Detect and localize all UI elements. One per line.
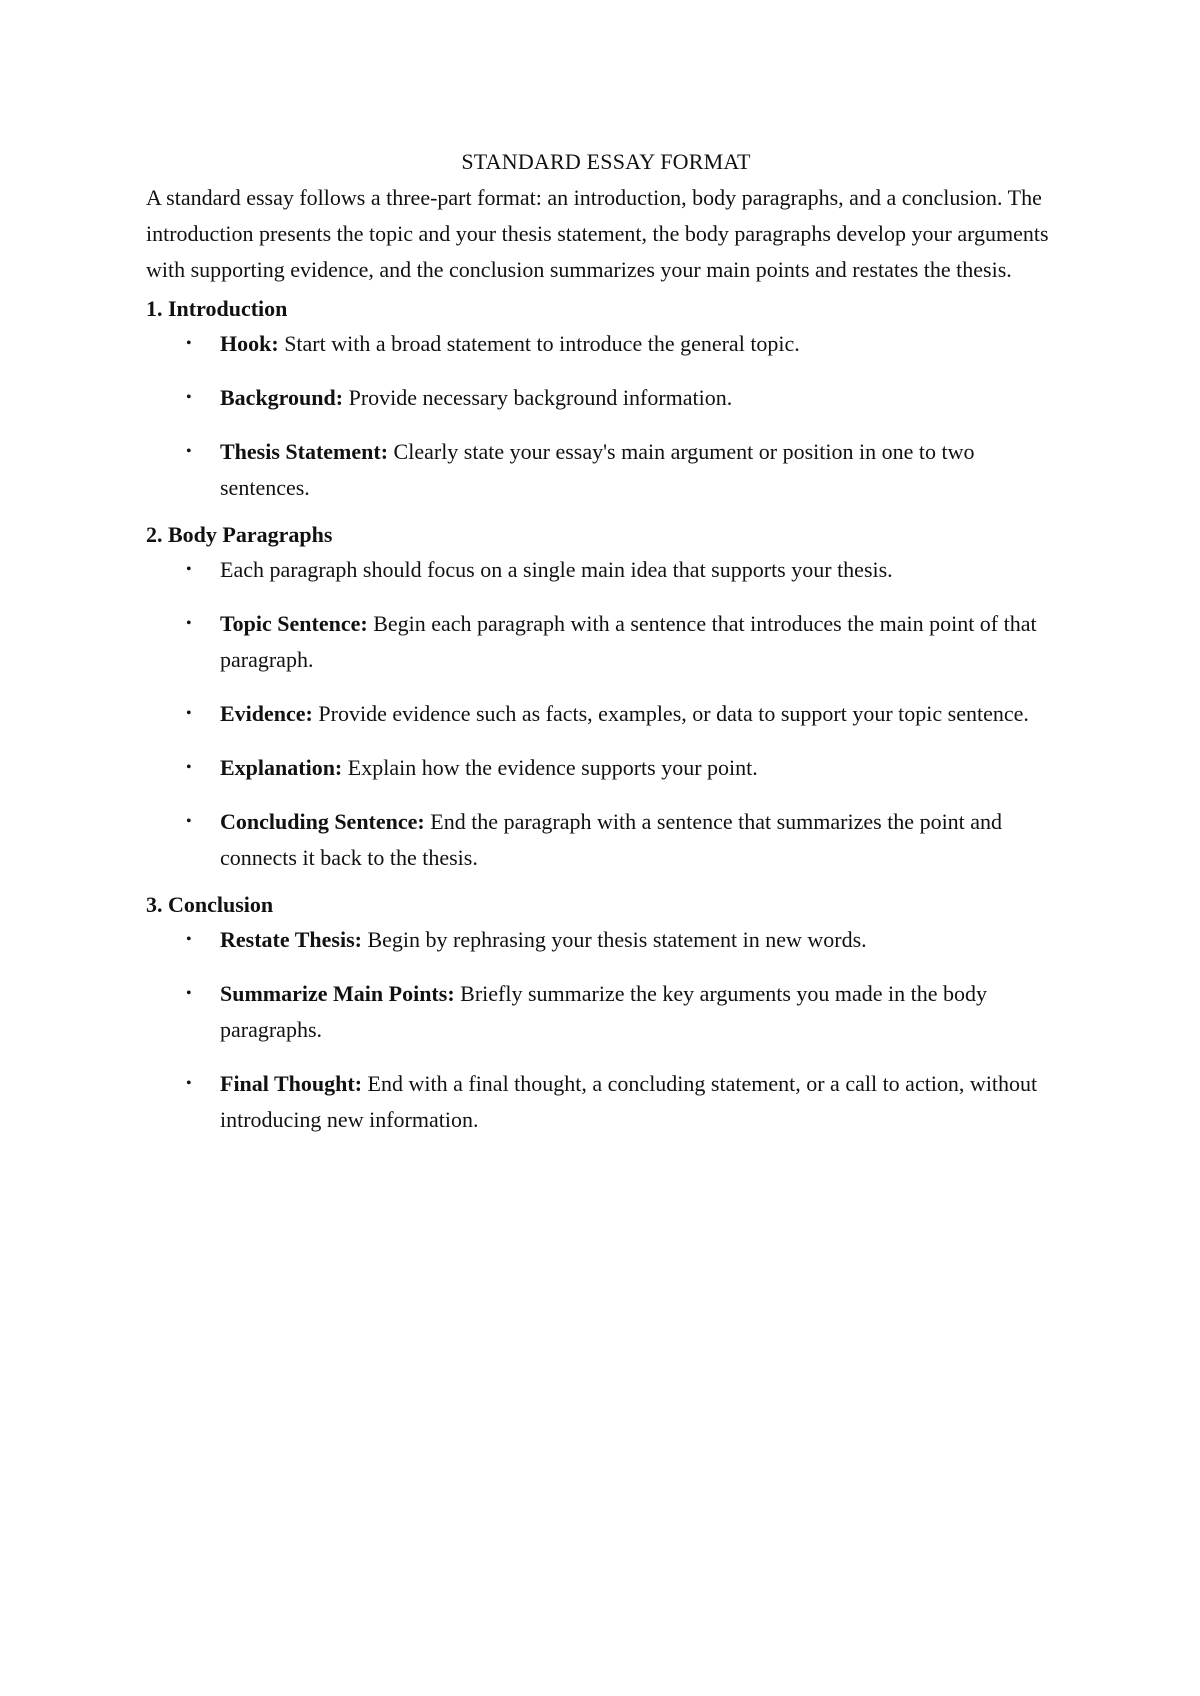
item-term: Summarize Main Points:	[220, 981, 455, 1006]
document-title: STANDARD ESSAY FORMAT	[461, 149, 751, 174]
bullet-icon: •	[186, 443, 192, 460]
item-term: Thesis Statement:	[220, 439, 389, 464]
bullet-list	[146, 326, 1066, 506]
list-item	[146, 606, 1066, 678]
bullet-icon: •	[186, 813, 192, 830]
bullet-icon: •	[186, 985, 192, 1002]
bullet-list	[146, 922, 1066, 1138]
item-term: Background:	[220, 385, 344, 410]
list-item	[146, 804, 1066, 876]
bullet-icon: •	[186, 389, 192, 406]
item-text: Begin by rephrasing your thesis statement in new words.	[361, 927, 867, 952]
item-text: Briefly summarize the key arguments you made in the body paragraphs.	[220, 981, 988, 1042]
section-introduction	[146, 292, 1066, 506]
bullet-icon: •	[186, 335, 192, 352]
list-item	[146, 922, 1066, 958]
item-text: End with a final thought, a concluding statement, or a call to action, without introducing new information.	[220, 1071, 1038, 1132]
item-text: Begin each paragraph with a sentence that introduces the main point of that paragraph.	[220, 611, 1037, 672]
intro-paragraph: A standard essay follows a three-part format: an introduction, body paragraphs, and a conclusion. The introduction presents the topic and your thesis statement, the body paragraphs develop your arguments with supporting evidence, and the conclusion summarizes your main points and restates the thesis.	[146, 185, 1049, 282]
section-body-paragraphs	[146, 518, 1066, 876]
list-item	[146, 750, 1066, 786]
list-item	[146, 552, 1066, 588]
bullet-icon: •	[186, 705, 192, 722]
item-text: Each paragraph should focus on a single main idea that supports your thesis.	[220, 557, 893, 582]
section-conclusion	[146, 888, 1066, 1138]
item-text: Start with a broad statement to introduce the general topic.	[278, 331, 800, 356]
bullet-icon: •	[186, 931, 192, 948]
item-term: Explanation:	[220, 755, 343, 780]
list-item	[146, 380, 1066, 416]
item-term: Restate Thesis:	[220, 927, 362, 952]
item-term: Concluding Sentence:	[220, 809, 425, 834]
bullet-icon: •	[186, 1075, 192, 1092]
item-text: Explain how the evidence supports your point.	[342, 755, 758, 780]
list-item	[146, 326, 1066, 362]
document-content	[146, 146, 1066, 1138]
list-item	[146, 434, 1066, 506]
list-item	[146, 976, 1066, 1048]
list-item	[146, 696, 1066, 732]
section-heading: 3. Conclusion	[146, 892, 274, 917]
item-term: Evidence:	[220, 701, 313, 726]
bullet-icon: •	[186, 759, 192, 776]
item-text: End the paragraph with a sentence that summarizes the point and connects it back to the thesis.	[220, 809, 1003, 870]
item-term: Final Thought:	[220, 1071, 363, 1096]
section-heading: 2. Body Paragraphs	[146, 522, 333, 547]
item-text: Clearly state your essay's main argument or position in one to two sentences.	[220, 439, 975, 500]
item-term: Topic Sentence:	[220, 611, 368, 636]
item-text: Provide necessary background information.	[343, 385, 733, 410]
item-term: Hook:	[220, 331, 279, 356]
item-text: Provide evidence such as facts, examples, or data to support your topic sentence.	[312, 701, 1029, 726]
bullet-icon: •	[186, 615, 192, 632]
bullet-list	[146, 552, 1066, 876]
list-item	[146, 1066, 1066, 1138]
section-heading: 1. Introduction	[146, 296, 288, 321]
bullet-icon: •	[186, 561, 192, 578]
